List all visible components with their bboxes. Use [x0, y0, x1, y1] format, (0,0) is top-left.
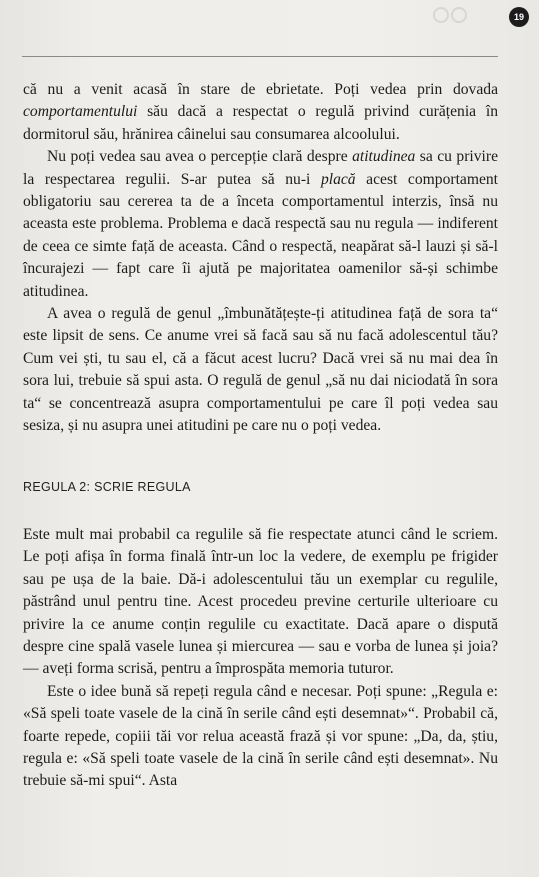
paragraph-text: său dacă a respectat o regulă privind curățenia în dormitorul său, hrănirea câinelui sau consumarea alcoolului.	[23, 103, 498, 143]
header-ornament-icon	[432, 6, 470, 24]
paragraph	[23, 303, 498, 437]
emphasized-text: atitudinea	[352, 148, 416, 166]
paragraph-text: Este mult mai probabil ca regulile să fie respectate atunci când le scriem. Le poți afișa în forma finală într-un loc la vedere, de exemplu pe frigider sau pe ușa de la baie. Dă-i adolescentului tău un exemplar cu regulile, păstrând unul pentru tine. Acest procedeu previne certurile ulterioare cu privire la ce anume conțin regulile cu exactitate. Dacă apare o dispută despre cine spală vasele lunea și miercurea — sau e vorba de lunea și joia? — aveți forma scrisă, pentru a împrospăta memoria tuturor.	[23, 525, 498, 678]
paragraph-text: acest comportament obligatoriu sau cererea ta de a înceta comportamentul interzis, însă nu aceasta este problema. Problema e dacă respectă sau nu regula — indiferent de ceea ce simte față de aceasta. Când o respectă, neapărat să-l lauzi și să-l încurajezi — fapt care îi ajută pe majoritatea oamenilor să-și schimbe atitudinea.	[23, 170, 498, 300]
header-rule	[22, 56, 498, 57]
paragraph	[23, 79, 498, 146]
paragraph	[23, 524, 498, 681]
paragraph-text: Este o idee bună să repeți regula când e necesar. Poți spune: „Regula e: «Să speli toate vasele de la cină în serile când ești desemnat»“. Probabil că, foarte repede, copiii tăi vor relua această frază și vor spune: „Da, da, știu, regula e: «Să speli toate vasele de la cină în serile când ești desemnat». Nu trebuie să-mi spui“. Asta	[23, 682, 498, 790]
paragraphs-after-section	[23, 524, 498, 793]
paragraph-text: sa cu privire la respectarea regulii. S-ar putea să nu-i	[23, 148, 498, 188]
paragraph-text: că nu a venit acasă în stare de ebrietate. Poți vedea prin dovada	[23, 81, 498, 98]
page-body	[23, 79, 498, 793]
paragraph	[23, 681, 498, 793]
paragraph-text: A avea o regulă de genul „îmbunătățește-ți atitudinea față de sora ta“ este lipsit de sens. Ce anume vrei să facă sau să nu facă adolescentul tău? Cum vei ști, tu sau el, că a făcut acest lucru? Dacă vrei să nu mai dea în sora lui, trebuie să spui asta. O regulă de genul „să nu dai niciodată în sora ta“ se concentrează asupra comportamentului pe care îl poți vedea sau sesiza, și nu asupra unei atitudini pe care nu o poți vedea.	[23, 305, 498, 435]
section-heading: REGULA 2: SCRIE REGULA	[23, 479, 191, 494]
paragraph	[23, 146, 498, 303]
paragraph-text: Nu poți vedea sau avea o percepție clară despre	[47, 148, 353, 166]
page-number-badge: 19	[509, 7, 529, 27]
emphasized-text: placă	[320, 170, 356, 188]
running-header	[215, 6, 355, 16]
emphasized-text: comportamentului	[23, 103, 138, 121]
paragraphs-before-section	[23, 79, 498, 438]
